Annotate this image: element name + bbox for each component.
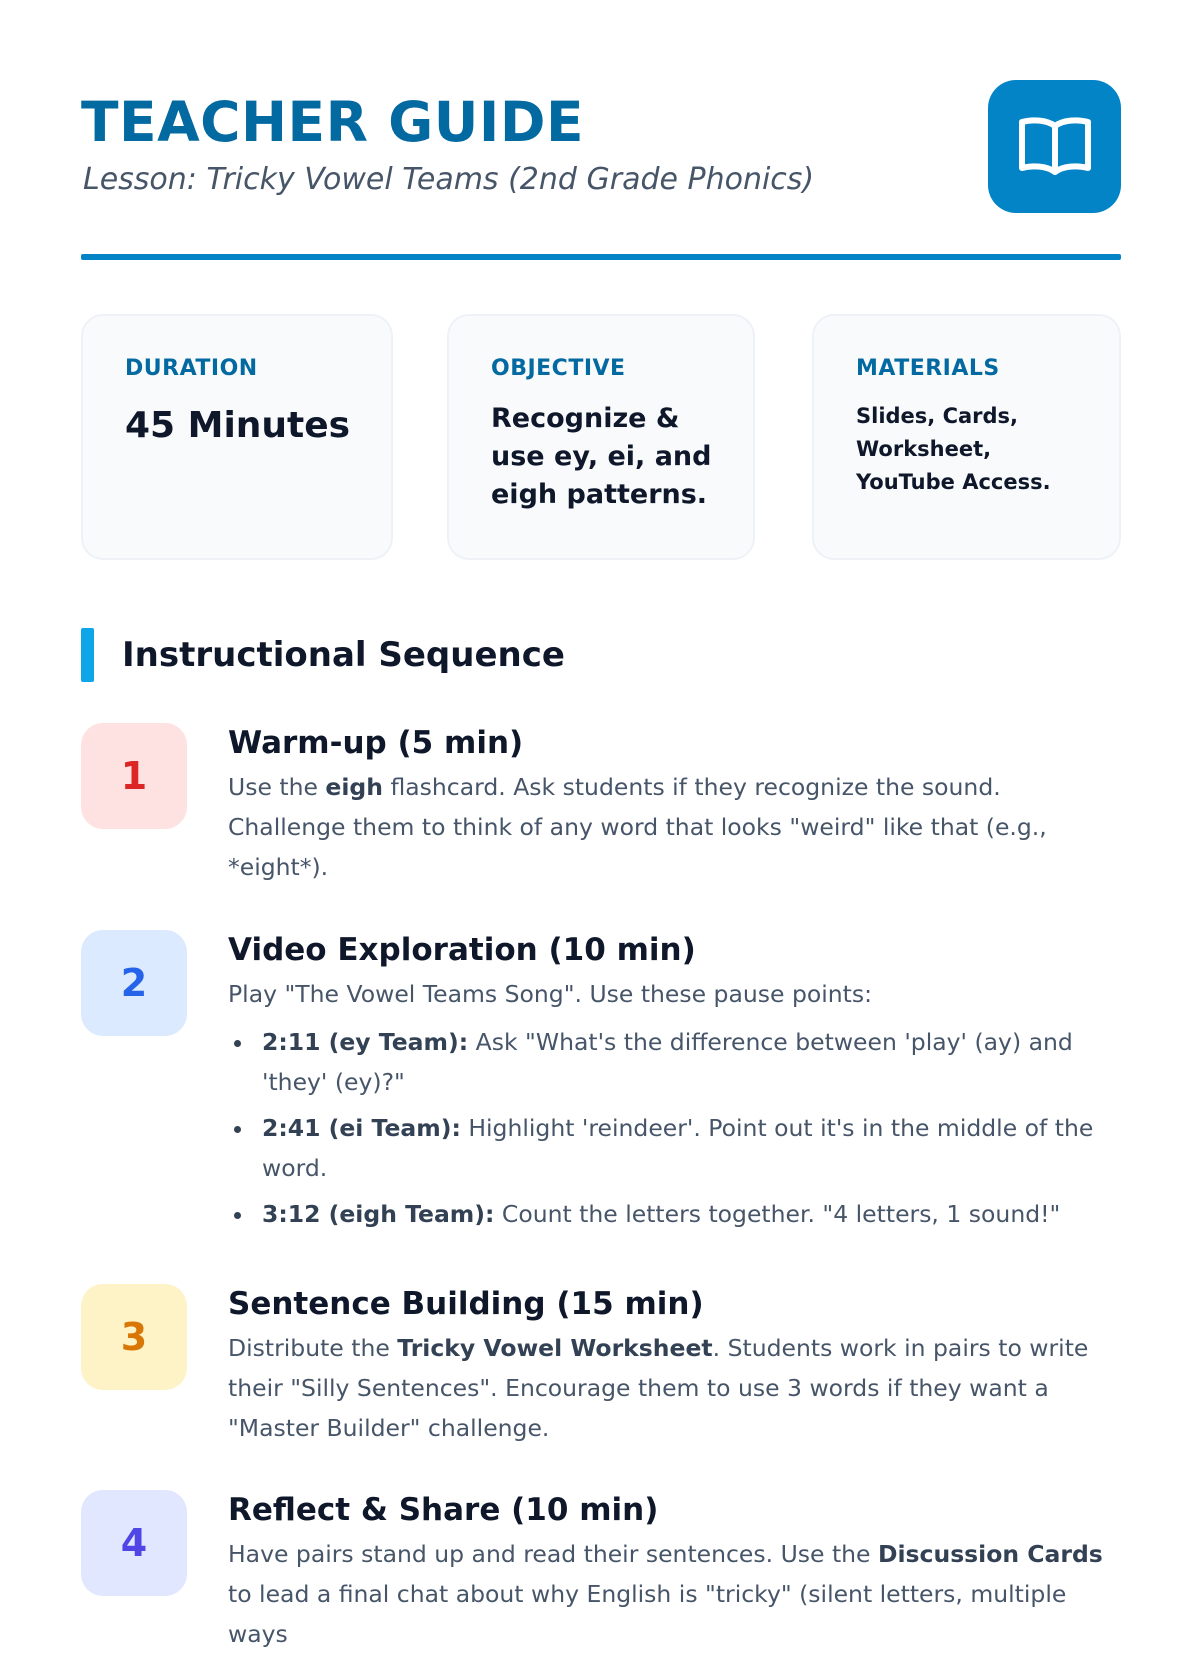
objective-card <box>447 314 755 560</box>
step-body <box>228 1284 1121 1448</box>
duration-card <box>81 314 393 560</box>
list-item: 3:12 (eigh Team): Count the letters together. "4 letters, 1 sound!" <box>228 1194 1121 1234</box>
list-item: 2:11 (ey Team): Ask "What's the difference between 'play' (ay) and 'they' (ey)?" <box>228 1022 1121 1102</box>
summary-cards <box>81 314 1121 560</box>
pause-points-list <box>228 1022 1121 1234</box>
header-divider <box>81 254 1121 260</box>
open-book-icon <box>1017 114 1093 180</box>
list-item: 2:41 (ei Team): Highlight 'reindeer'. Point out it's in the middle of the word. <box>228 1108 1121 1188</box>
card-label: OBJECTIVE <box>491 356 626 381</box>
section-heading <box>81 628 1121 682</box>
step-number-badge: 2 <box>81 930 187 1036</box>
materials-card <box>812 314 1121 560</box>
card-value: Recognize & use ey, ei, and eigh patterns. <box>491 403 712 510</box>
step-description: Use the eigh flashcard. Ask students if they recognize the sound. Challenge them to think of any word that looks "weird" like that (e.g., *eight*). <box>228 773 1047 881</box>
step-body <box>228 930 1121 1240</box>
logo-tile <box>988 80 1121 213</box>
step-title: Video Exploration (10 min) <box>228 932 696 968</box>
page-title: TEACHER GUIDE <box>81 90 585 154</box>
section-title: Instructional Sequence <box>122 635 565 675</box>
step-description: Have pairs stand up and read their sentences. Use the Discussion Cards to lead a final chat about why English is "tricky" (silent letters, multiple ways <box>228 1540 1103 1648</box>
card-label: DURATION <box>125 356 258 381</box>
step-body <box>228 1490 1121 1654</box>
card-value: 45 Minutes <box>125 405 351 446</box>
step-body <box>228 723 1121 887</box>
step-title: Warm-up (5 min) <box>228 725 524 761</box>
step-description: Play "The Vowel Teams Song". Use these pause points: <box>228 980 873 1008</box>
lesson-subtitle: Lesson: Tricky Vowel Teams (2nd Grade Phonics) <box>83 162 815 197</box>
step-description: Distribute the Tricky Vowel Worksheet. Students work in pairs to write their "Silly Sentences". Encourage them to use 3 words if they want a "Master Builder" challenge. <box>228 1334 1089 1442</box>
step-title: Reflect & Share (10 min) <box>228 1492 659 1528</box>
card-value: Slides, Cards, Worksheet, YouTube Access. <box>856 404 1051 494</box>
step-title: Sentence Building (15 min) <box>228 1286 704 1322</box>
section-accent-bar <box>81 628 94 682</box>
card-label: MATERIALS <box>856 356 1000 381</box>
step-number-badge: 4 <box>81 1490 187 1596</box>
step-number-badge: 3 <box>81 1284 187 1390</box>
guide-header <box>81 80 1121 260</box>
step-number-badge: 1 <box>81 723 187 829</box>
